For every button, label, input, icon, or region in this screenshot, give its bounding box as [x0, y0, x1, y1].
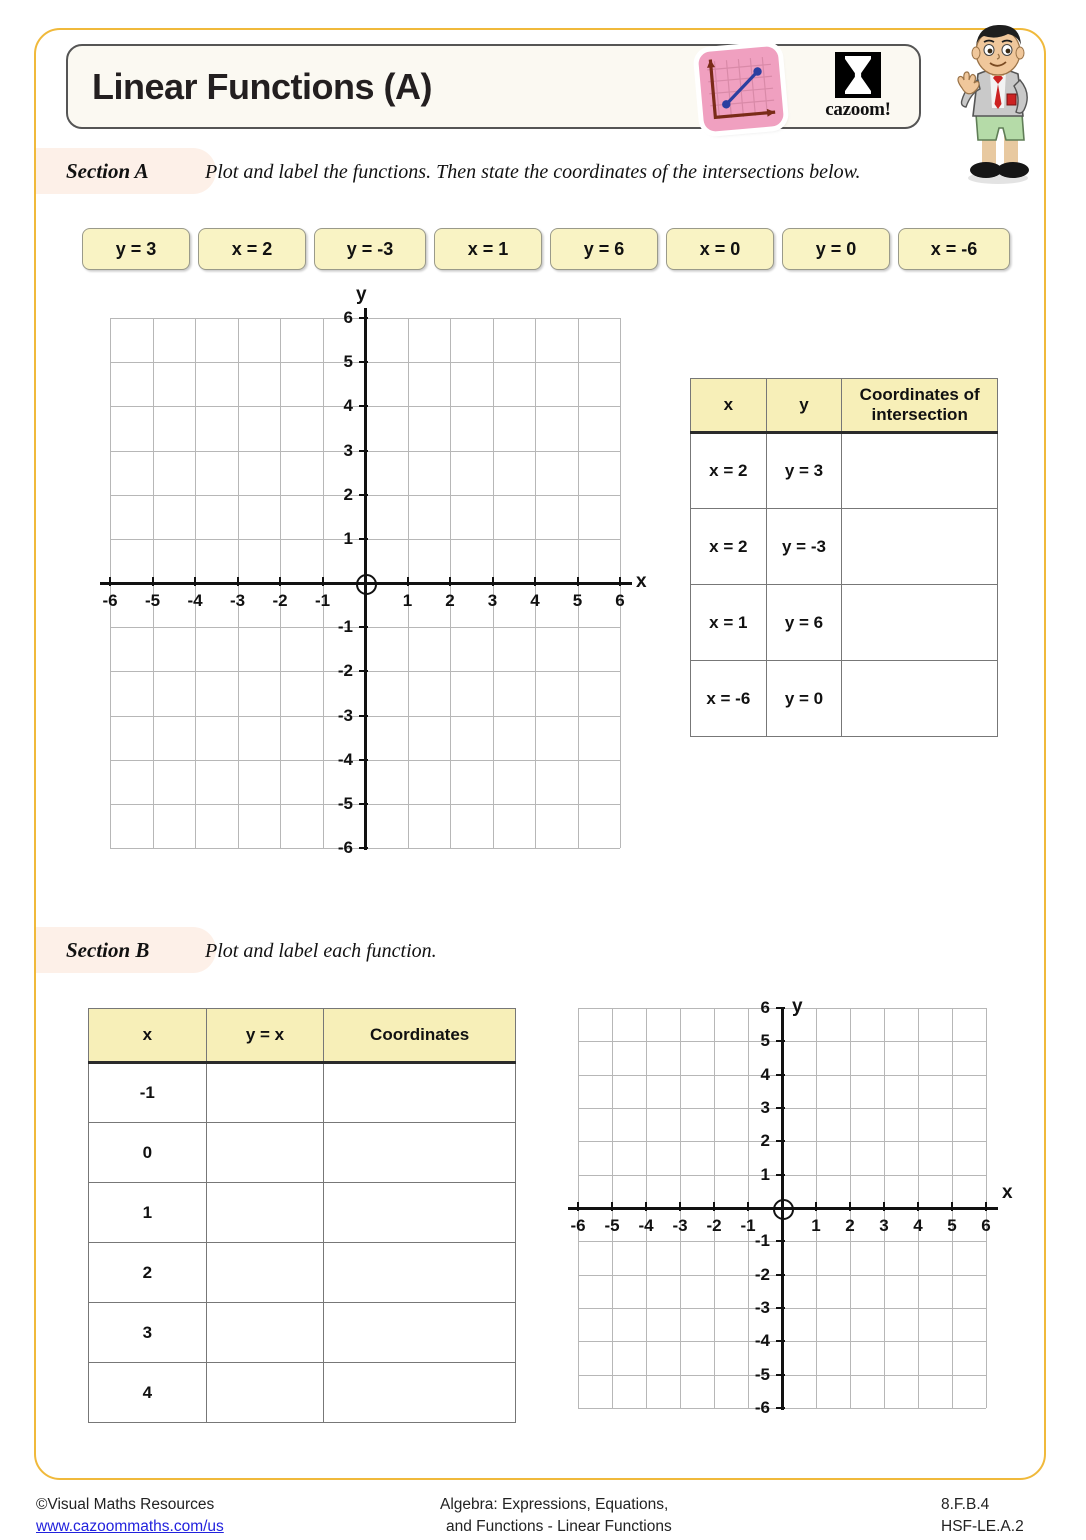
- function-buttons-row: [82, 228, 1012, 272]
- table-header-row: [89, 1009, 516, 1063]
- x-tick: [194, 577, 196, 586]
- function-button-3[interactable]: x = 1: [434, 228, 542, 270]
- table-row: [89, 1183, 516, 1243]
- function-button-0[interactable]: y = 3: [82, 228, 190, 270]
- table-row-cell: x = 1: [691, 585, 767, 661]
- x-tick-label: -6: [570, 1216, 586, 1235]
- table-row-cell: 3: [89, 1303, 207, 1363]
- y-tick-label: -3: [754, 1298, 770, 1317]
- y-tick-label: 3: [760, 1098, 770, 1117]
- table-row-cell: 4: [89, 1363, 207, 1423]
- y-tick: [776, 1007, 785, 1009]
- y-tick: [359, 450, 368, 452]
- y-tick-label: 6: [343, 308, 353, 327]
- table-row-cell: 2: [89, 1243, 207, 1303]
- y-tick: [359, 317, 368, 319]
- y-tick-label: -1: [337, 617, 353, 637]
- x-tick-label: -2: [706, 1216, 722, 1235]
- table-row-cell[interactable]: [842, 509, 998, 585]
- x-tick-label: -6: [102, 591, 118, 610]
- x-tick-label: -4: [638, 1216, 654, 1235]
- table-row-cell[interactable]: [324, 1123, 516, 1183]
- x-tick: [679, 1202, 681, 1211]
- x-tick: [152, 577, 154, 586]
- function-button-6[interactable]: y = 0: [782, 228, 890, 270]
- origin-marker: [356, 574, 377, 595]
- y-tick: [776, 1374, 785, 1376]
- x-tick-label: -2: [272, 591, 288, 610]
- table-row-cell: x = 2: [691, 433, 767, 509]
- y-tick-label: 2: [760, 1131, 770, 1151]
- graph-section-a[interactable]: [102, 284, 647, 857]
- y-tick: [776, 1274, 785, 1276]
- x-tick: [109, 577, 111, 586]
- table-row: [89, 1303, 516, 1363]
- table-header-row: [691, 379, 998, 433]
- values-header-2: Coordinates: [324, 1009, 516, 1063]
- values-header-0: x: [89, 1009, 207, 1063]
- y-tick-label: -6: [337, 838, 353, 857]
- y-tick-label: -4: [754, 1331, 770, 1351]
- table-row: [691, 433, 998, 509]
- function-button-5[interactable]: x = 0: [666, 228, 774, 270]
- x-tick-label: -3: [229, 591, 246, 610]
- x-tick-label: 2: [445, 591, 455, 610]
- table-row-cell: x = 2: [691, 509, 767, 585]
- table-row: [89, 1123, 516, 1183]
- function-button-2[interactable]: y = -3: [314, 228, 426, 270]
- x-tick-label: 4: [530, 591, 540, 610]
- y-tick: [359, 626, 368, 628]
- x-tick-label: -1: [740, 1216, 756, 1235]
- x-tick-label: 6: [615, 591, 625, 610]
- cazoom-logo: [810, 52, 906, 126]
- y-tick-label: 1: [343, 528, 353, 548]
- table-row-cell[interactable]: [206, 1063, 324, 1123]
- x-tick: [985, 1202, 987, 1211]
- y-tick: [359, 759, 368, 761]
- table-row-cell[interactable]: [324, 1303, 516, 1363]
- x-tick: [815, 1202, 817, 1211]
- y-tick: [776, 1307, 785, 1309]
- x-tick-label: -1: [314, 591, 331, 610]
- x-tick: [883, 1202, 885, 1211]
- y-tick: [776, 1040, 785, 1042]
- graph-line-icon: [698, 46, 785, 133]
- title-box: [66, 44, 921, 129]
- x-tick: [577, 577, 579, 586]
- page-footer: [0, 1494, 1086, 1540]
- y-tick: [359, 538, 368, 540]
- table-row: [89, 1363, 516, 1423]
- y-tick: [776, 1140, 785, 1142]
- values-header-1: y = x: [206, 1009, 324, 1063]
- topic-line-2: and Functions - Linear Functions: [446, 1518, 672, 1536]
- y-tick: [359, 405, 368, 407]
- x-tick: [237, 577, 239, 586]
- table-row-cell[interactable]: [206, 1243, 324, 1303]
- website-link[interactable]: www.cazoommaths.com/us: [36, 1518, 224, 1536]
- table-row-cell: y = 3: [766, 433, 842, 509]
- section-b-label: Section B: [66, 938, 150, 962]
- y-tick: [359, 670, 368, 672]
- y-tick-label: -5: [754, 1364, 770, 1384]
- table-row-cell[interactable]: [324, 1243, 516, 1303]
- x-tick: [917, 1202, 919, 1211]
- x-tick-label: -5: [604, 1216, 620, 1235]
- x-axis-label: x: [636, 571, 647, 592]
- y-tick: [776, 1174, 785, 1176]
- y-tick-label: 4: [760, 1064, 770, 1084]
- table-row-cell[interactable]: [206, 1183, 324, 1243]
- section-b-description: Plot and label each function.: [205, 940, 437, 962]
- intersections-header-0: x: [691, 379, 767, 433]
- x-tick: [619, 577, 621, 586]
- y-tick-label: -1: [754, 1231, 770, 1251]
- y-tick-label: -6: [754, 1398, 770, 1417]
- footer-left: [36, 1494, 224, 1539]
- table-row-cell[interactable]: [324, 1183, 516, 1243]
- x-tick: [322, 577, 324, 586]
- intersections-header-2: Coordinates of intersection: [842, 379, 998, 433]
- x-tick: [577, 1202, 579, 1211]
- cazoom-wordmark: cazoom!: [825, 99, 891, 120]
- x-tick: [279, 577, 281, 586]
- standard-code-2: HSF-LE.A.2: [941, 1518, 1024, 1536]
- x-tick: [951, 1202, 953, 1211]
- x-tick: [449, 577, 451, 586]
- x-tick: [645, 1202, 647, 1211]
- page-title: Linear Functions (A): [92, 66, 432, 107]
- table-row: [691, 661, 998, 737]
- x-tick-label: 5: [572, 591, 583, 610]
- x-tick-label: 3: [879, 1216, 889, 1235]
- y-tick: [359, 803, 368, 805]
- table-row-cell: 1: [89, 1183, 207, 1243]
- x-tick: [611, 1202, 613, 1211]
- x-tick: [849, 1202, 851, 1211]
- section-a-label: Section A: [66, 159, 149, 183]
- table-row: [89, 1063, 516, 1123]
- x-tick-label: 1: [811, 1216, 821, 1235]
- section-a-description: Plot and label the functions. Then state the coordinates of the intersections below.: [205, 161, 861, 183]
- y-tick-label: -4: [337, 749, 353, 769]
- y-tick-label: 3: [343, 440, 353, 460]
- table-row-cell[interactable]: [324, 1363, 516, 1423]
- x-tick: [747, 1202, 749, 1211]
- table-row-cell[interactable]: [206, 1363, 324, 1423]
- table-row-cell[interactable]: [206, 1303, 324, 1363]
- y-tick-label: 4: [343, 396, 353, 416]
- x-tick-label: -3: [672, 1216, 688, 1235]
- table-row-cell[interactable]: [842, 585, 998, 661]
- table-row-cell[interactable]: [842, 661, 998, 737]
- copyright-text: ©Visual Maths Resources: [36, 1496, 215, 1513]
- table-row-cell[interactable]: [206, 1123, 324, 1183]
- y-tick-label: -2: [337, 661, 353, 681]
- standard-code-1: 8.F.B.4: [941, 1496, 990, 1513]
- table-row-cell: x = -6: [691, 661, 767, 737]
- cazoom-mark-icon: [835, 52, 881, 98]
- x-tick-label: 1: [402, 591, 413, 610]
- x-tick-label: 3: [487, 591, 498, 610]
- table-row-cell[interactable]: [842, 433, 998, 509]
- y-tick-label: 5: [760, 1031, 770, 1051]
- x-tick-label: 2: [845, 1216, 855, 1235]
- y-tick: [359, 361, 368, 363]
- table-row-cell: y = -3: [766, 509, 842, 585]
- y-tick-label: 5: [343, 352, 353, 372]
- function-button-1[interactable]: x = 2: [198, 228, 306, 270]
- table-row-cell: y = 0: [766, 661, 842, 737]
- x-tick-label: -5: [144, 591, 161, 610]
- table-row-cell: -1: [89, 1063, 207, 1123]
- table-row-cell: y = 6: [766, 585, 842, 661]
- y-axis-label: y: [792, 996, 803, 1017]
- y-tick-label: -3: [337, 705, 353, 725]
- y-tick: [359, 494, 368, 496]
- x-axis-label: x: [1002, 1182, 1013, 1203]
- y-tick: [359, 847, 368, 849]
- footer-center: [440, 1494, 672, 1539]
- topic-line-1: Algebra: Expressions, Equations,: [440, 1496, 669, 1513]
- y-tick-label: 6: [760, 998, 770, 1017]
- function-button-7[interactable]: x = -6: [898, 228, 1010, 270]
- origin-marker: [773, 1199, 794, 1220]
- function-values-table: [88, 1008, 516, 1423]
- function-button-4[interactable]: y = 6: [550, 228, 658, 270]
- table-row: [89, 1243, 516, 1303]
- table-row: [691, 509, 998, 585]
- x-tick: [492, 577, 494, 586]
- y-axis-label: y: [356, 284, 367, 305]
- y-tick-label: 1: [760, 1164, 770, 1184]
- y-tick-label: -5: [337, 793, 353, 813]
- y-tick-label: 2: [343, 484, 353, 504]
- x-tick: [407, 577, 409, 586]
- graph-section-b[interactable]: [570, 996, 1013, 1417]
- x-tick-label: 4: [913, 1216, 923, 1235]
- x-tick: [713, 1202, 715, 1211]
- y-tick: [776, 1240, 785, 1242]
- intersections-table: [690, 378, 998, 737]
- x-tick-label: 5: [947, 1216, 957, 1235]
- table-row-cell: 0: [89, 1123, 207, 1183]
- x-tick-label: -4: [187, 591, 203, 610]
- y-tick: [776, 1407, 785, 1409]
- student-mascot-icon: [940, 22, 1050, 190]
- table-row: [691, 585, 998, 661]
- x-tick: [534, 577, 536, 586]
- y-tick-label: -2: [754, 1264, 770, 1284]
- intersections-header-1: y: [766, 379, 842, 433]
- footer-right: [941, 1494, 1024, 1539]
- y-tick: [359, 715, 368, 717]
- x-tick-label: 6: [981, 1216, 991, 1235]
- y-tick: [776, 1340, 785, 1342]
- y-tick: [776, 1074, 785, 1076]
- table-row-cell[interactable]: [324, 1063, 516, 1123]
- y-tick: [776, 1107, 785, 1109]
